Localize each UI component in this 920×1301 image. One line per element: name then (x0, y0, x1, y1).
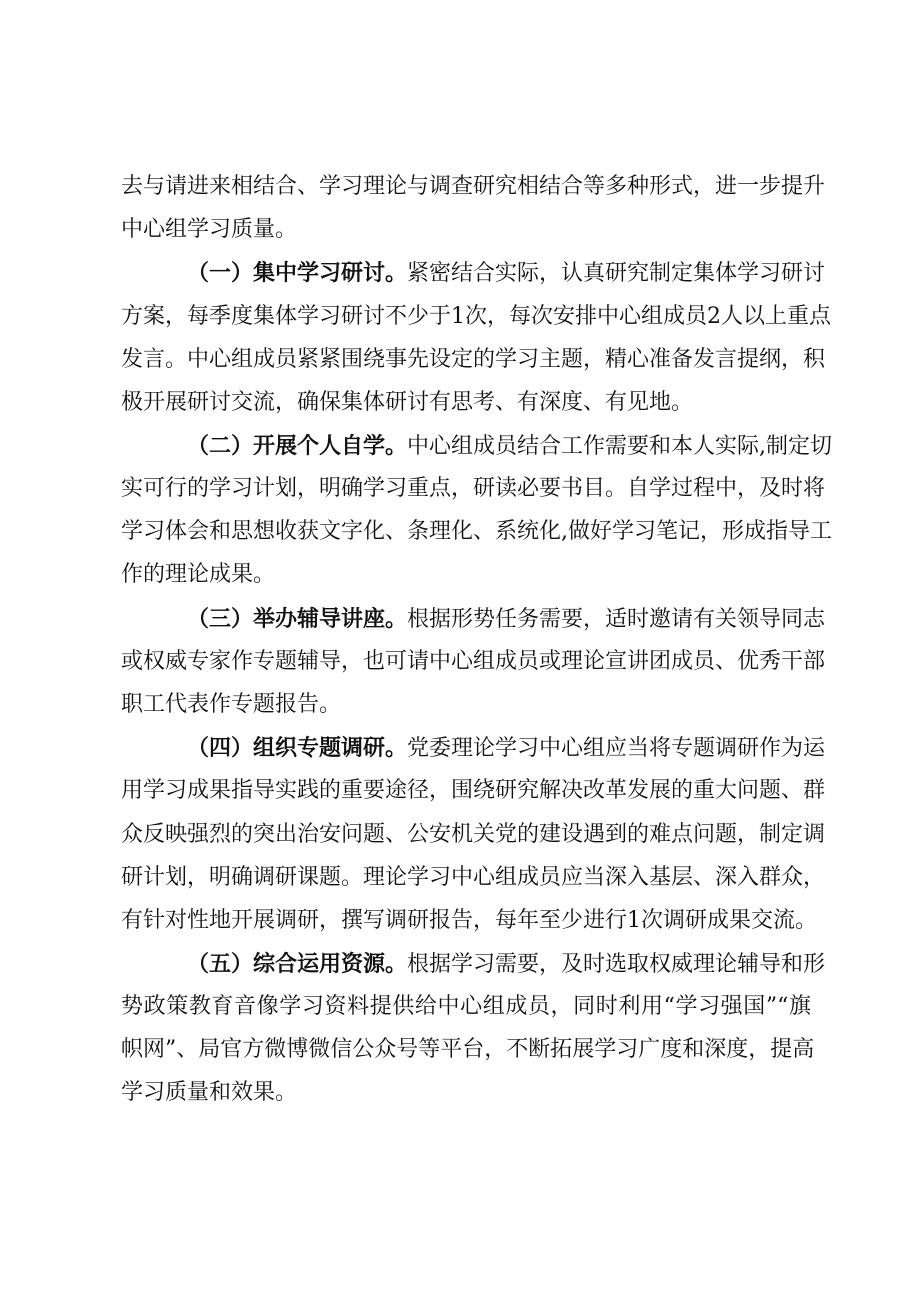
section-4-first-text: 党委理论学习中心组应当将专题调研作为运 (407, 736, 826, 761)
section-2-first-text: 中心组成员结合工作需要和本人实际,制定切 (407, 434, 833, 459)
section-1-heading: （一）集中学习研讨。 (187, 260, 408, 286)
section-3-heading: （三）举办辅导讲座。 (187, 606, 408, 632)
section-5-heading: （五）综合运用资源。 (187, 951, 408, 977)
section-4-line-2: 用学习成果指导实践的重要途径，围绕研究解决改革发展的重大问题、群 (121, 778, 826, 803)
section-2-line-4: 作的理论成果。 (121, 562, 276, 587)
section-2-heading: （二）开展个人自学。 (187, 433, 408, 459)
section-4-line-5: 有针对性地开展调研，撰写调研报告，每年至少进行1次调研成果交流。 (121, 908, 817, 933)
section-1-line-2: 方案，每季度集体学习研讨不少于1次，每次安排中心组成员2人以上重点 (121, 304, 831, 329)
section-5-line-2: 势政策教育音像学习资料提供给中心组成员，同时利用“学习强国”“旗 (121, 994, 811, 1019)
section-3-line-3: 职工代表作专题报告。 (121, 692, 342, 717)
section-5-line-4: 学习质量和效果。 (121, 1080, 298, 1105)
section-2-line-3: 学习体会和思想收获文字化、条理化、系统化,做好学习笔记，形成指导工 (121, 519, 832, 544)
section-5-line-3: 帜网”、局官方微博微信公众号等平台，不断拓展学习广度和深度，提高 (121, 1037, 815, 1062)
section-4-line-3: 众反映强烈的突出治安问题、公安机关党的建设遇到的难点问题，制定调 (121, 822, 826, 847)
intro-line-2: 中心组学习质量。 (121, 217, 298, 242)
section-1-first-text: 紧密结合实际，认真研究制定集体学习研讨 (407, 261, 826, 286)
intro-line-1: 去与请进来相结合、学习理论与调查研究相结合等多种形式，进一步提升 (121, 174, 826, 199)
section-3-first-line (187, 604, 826, 634)
section-2-first-line (187, 431, 833, 461)
section-2-line-2: 实可行的学习计划，明确学习重点，研读必要书目。自学过程中，及时将 (121, 476, 826, 501)
section-3-line-2: 或权威专家作专题辅导，也可请中心组成员或理论宣讲团成员、优秀干部 (121, 649, 826, 674)
section-4-first-line (187, 733, 826, 763)
section-1-line-3: 发言。中心组成员紧紧围绕事先设定的学习主题，精心准备发言提纲，积 (121, 347, 826, 372)
section-3-first-text: 根据形势任务需要，适时邀请有关领导同志 (407, 607, 826, 632)
section-5-first-line (187, 949, 826, 979)
section-4-line-4: 研计划，明确调研课题。理论学习中心组成员应当深入基层、深入群众， (121, 865, 826, 890)
section-1-line-4: 极开展研讨交流，确保集体研讨有思考、有深度、有见地。 (121, 390, 694, 415)
section-1-first-line (187, 258, 826, 288)
section-4-heading: （四）组织专题调研。 (187, 735, 408, 761)
section-5-first-text: 根据学习需要，及时选取权威理论辅导和形 (407, 952, 826, 977)
